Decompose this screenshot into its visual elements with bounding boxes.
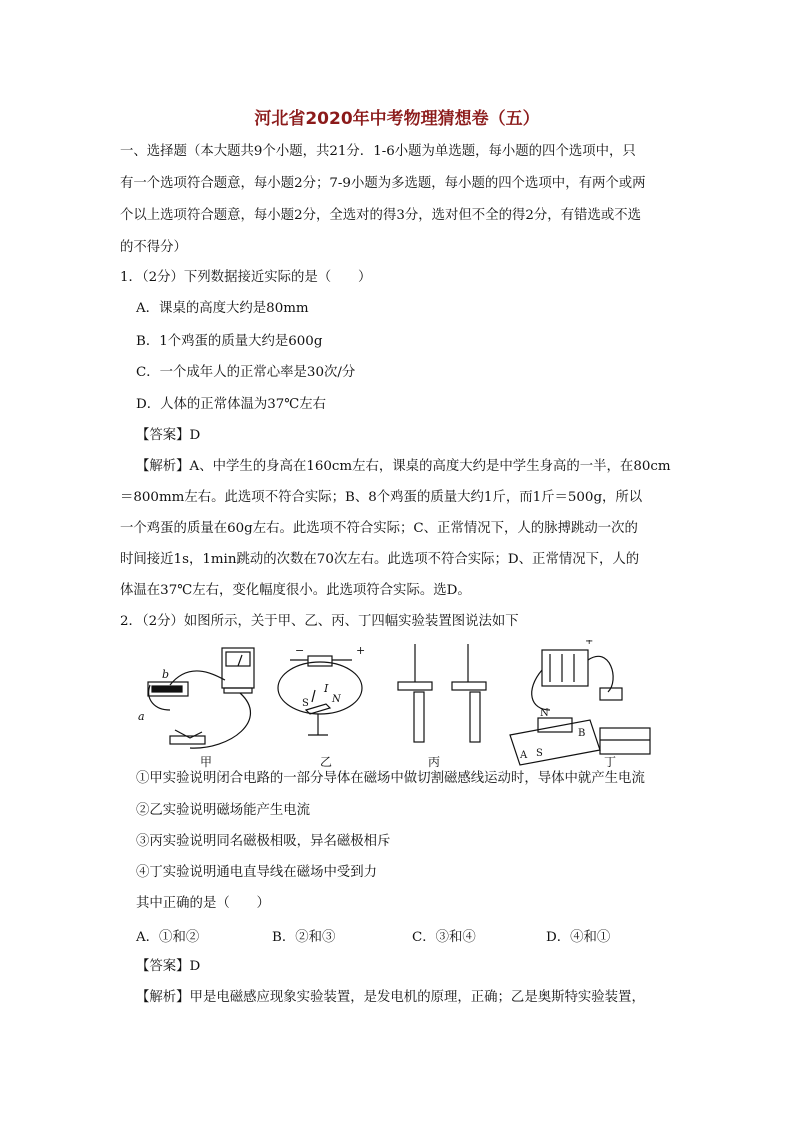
- mark-minus: −: [295, 644, 305, 657]
- mark-n-ding: N: [540, 708, 549, 719]
- figure-bing: [398, 644, 486, 742]
- section-intro-line-4: 的不得分）: [120, 240, 187, 255]
- figure-label-bing: 丙: [428, 755, 441, 769]
- section-intro-line-3: 个以上选项符合题意，每小题2分，全选对的得3分，选对但不全的得2分，有错选或不选: [120, 208, 642, 223]
- q2-option-a: A．①和②: [136, 930, 200, 945]
- q2-statement-4: ④丁实验说明通电直导线在磁场中受到力: [136, 865, 378, 880]
- experiment-diagrams: [130, 640, 690, 770]
- mark-s-ding: S: [536, 748, 543, 759]
- q2-statement-2: ②乙实验说明磁场能产生电流: [136, 803, 311, 818]
- q1-answer: 【答案】D: [136, 428, 201, 443]
- q1-stem: 1．（2分）下列数据接近实际的是（ ）: [120, 270, 372, 285]
- q2-prompt: 其中正确的是（ ）: [136, 896, 270, 911]
- figure-label-jia: 甲: [200, 755, 213, 769]
- section-intro-line-2: 有一个选项符合题意，每小题2分；7-9小题为多选题，每小题的四个选项中，有两个或两: [120, 176, 646, 191]
- page-title: 河北省2020年中考物理猜想卷（五）: [254, 109, 540, 129]
- q2-option-c: C．③和④: [412, 930, 476, 945]
- section-intro-line-1: 一、选择题（本大题共9个小题，共21分．1-6小题为单选题，每小题的四个选项中，只: [120, 144, 636, 159]
- figure-jia: [138, 648, 254, 748]
- mark-s: S: [302, 698, 309, 709]
- q2-statement-1: ①甲实验说明闭合电路的一部分导体在磁场中做切割磁感线运动时，导体中就产生电流: [136, 771, 645, 786]
- q1-option-c: C．一个成年人的正常心率是30次/分: [136, 365, 356, 380]
- figure-yi: [278, 644, 365, 735]
- q2-option-d: D．④和①: [546, 930, 611, 945]
- q2-stem: 2．（2分）如图所示，关于甲、乙、丙、丁四幅实验装置图说法如下: [120, 614, 519, 629]
- mark-a: a: [138, 710, 145, 723]
- mark-n: N: [332, 694, 341, 705]
- q1-analysis-line-4: 时间接近1s，1min跳动的次数在70次左右。此选项不符合实际；D、正常情况下，人的: [120, 552, 640, 567]
- figure-label-yi: 乙: [320, 755, 333, 769]
- q1-analysis-line-3: 一个鸡蛋的质量在60g左右。此选项不符合实际；C、正常情况下，人的脉搏跳动一次的: [120, 521, 638, 536]
- q1-option-a: A．课桌的高度大约是80mm: [136, 301, 309, 316]
- mark-b: b: [162, 668, 170, 681]
- q1-analysis-line-5: 体温在37℃左右，变化幅度很小。此选项符合实际。选D。: [120, 583, 471, 598]
- mark-b-ding: B: [578, 728, 586, 739]
- mark-plus-ding: +: [585, 640, 594, 647]
- q1-option-b: B．1个鸡蛋的质量大约是600g: [136, 334, 323, 349]
- mark-i: I: [324, 682, 329, 695]
- figure-label-ding: 丁: [604, 755, 617, 769]
- q1-option-d: D．人体的正常体温为37℃左右: [136, 397, 327, 412]
- q2-answer: 【答案】D: [136, 959, 201, 974]
- q2-option-b: B．②和③: [272, 930, 336, 945]
- q2-analysis: 【解析】甲是电磁感应现象实验装置，是发电机的原理，正确；乙是奥斯特实验装置，: [136, 990, 645, 1005]
- q1-analysis-line-2: ＝800mm左右。此选项不符合实际；B、8个鸡蛋的质量大约1斤，而1斤＝500g，所以: [120, 490, 643, 505]
- q2-statement-3: ③丙实验说明同名磁极相吸，异名磁极相斥: [136, 834, 391, 849]
- figure-ding: [510, 640, 650, 765]
- mark-a-ding: A: [520, 750, 528, 761]
- mark-plus: +: [356, 644, 366, 657]
- q1-analysis-line-1: 【解析】A、中学生的身高在160cm左右，课桌的高度大约是中学生身高的一半，在80cm: [136, 459, 671, 474]
- q2-figure: [130, 640, 690, 770]
